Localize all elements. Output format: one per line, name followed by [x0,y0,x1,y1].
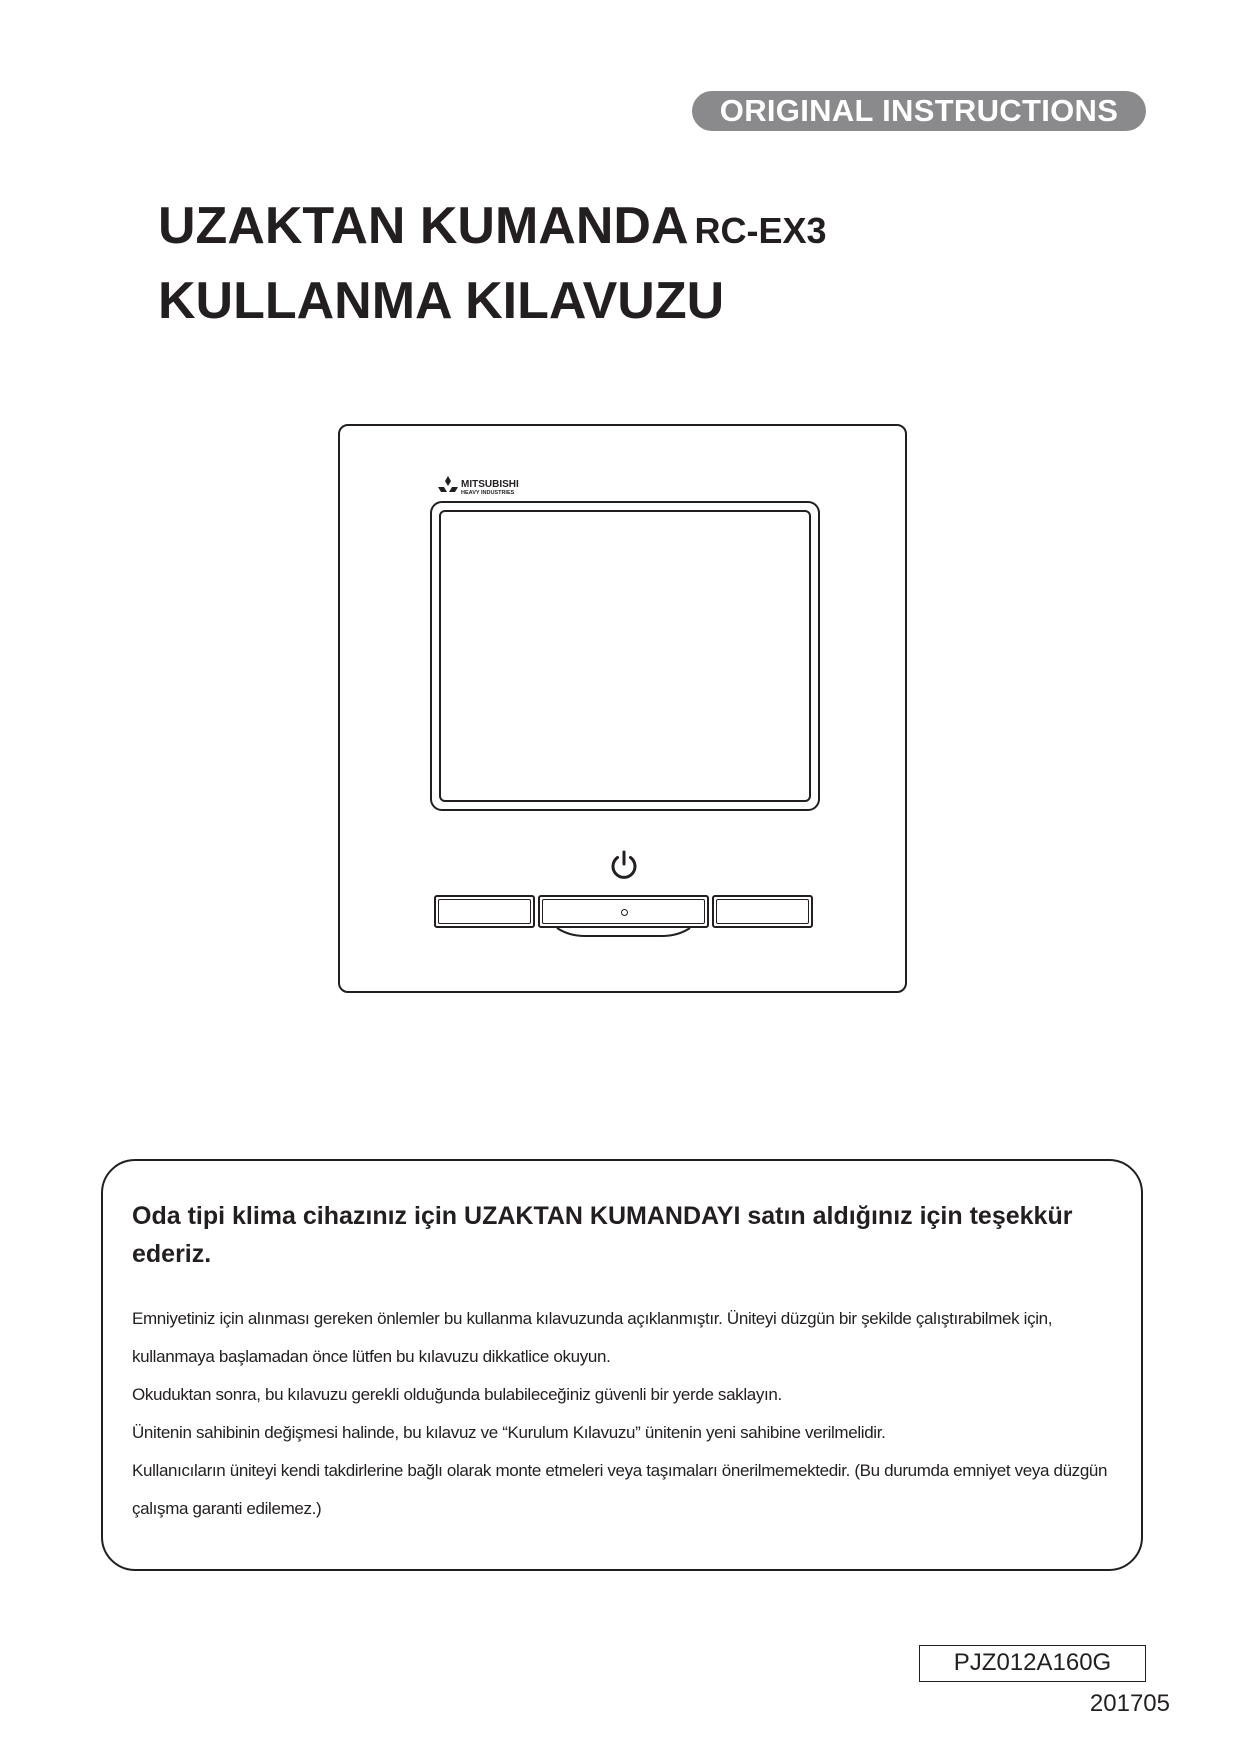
notice-paragraph: Okuduktan sonra, bu kılavuzu gerekli olduğunda bulabileceğiniz güvenli bir yerde saklayın. [132,1385,782,1404]
run-stop-button[interactable] [538,895,709,928]
notice-paragraph: Ünitenin sahibinin değişmesi halinde, bu kılavuz ve “Kurulum Kılavuzu” ünitenin yeni sahibine verilmelidir. [132,1423,886,1442]
remote-controller-illustration [338,424,907,993]
brand-subname: HEAVY INDUSTRIES [461,490,515,496]
indicator-lamp [621,909,628,916]
model-number: RC-EX3 [694,210,827,251]
original-instructions-badge: ORIGINAL INSTRUCTIONS [692,91,1146,131]
right-button[interactable] [712,895,813,928]
notice-paragraph: Kullanıcıların üniteyi kendi takdirlerine bağlı olarak monte etmeleri veya taşımaları önerilmemektedir. (Bu durumda emniyet veya düzgün çalışma garanti edilemez.) [132,1461,1108,1518]
document-code: PJZ012A160G [919,1645,1146,1682]
brand-logo [437,475,562,497]
left-button[interactable] [434,895,535,928]
page-subtitle: KULLANMA KILAVUZU [158,272,725,330]
notice-box [101,1159,1143,1571]
button-lip [555,926,692,938]
notice-body [132,1300,1122,1528]
title-line-1: UZAKTAN KUMANDA [158,197,689,255]
display-panel [439,510,811,802]
page-title [158,196,827,261]
brand-name: MITSUBISHI [461,479,519,490]
three-diamonds-icon [438,476,458,492]
document-date: 201705 [1089,1690,1170,1717]
display-screen [430,501,820,811]
power-icon [607,849,641,883]
notice-heading: Oda tipi klima cihazınız için UZAKTAN KUMANDAYI satın aldığınız için teşekkür ederiz. [132,1202,1073,1268]
notice-paragraph: Emniyetiniz için alınması gereken önlemler bu kullanma kılavuzunda açıklanmıştır. Üniteyi düzgün bir şekilde çalıştırabilmek için, kullanmaya başlamadan önce lütfen bu kılavuzu dikkatlice okuyun. [132,1309,1053,1366]
